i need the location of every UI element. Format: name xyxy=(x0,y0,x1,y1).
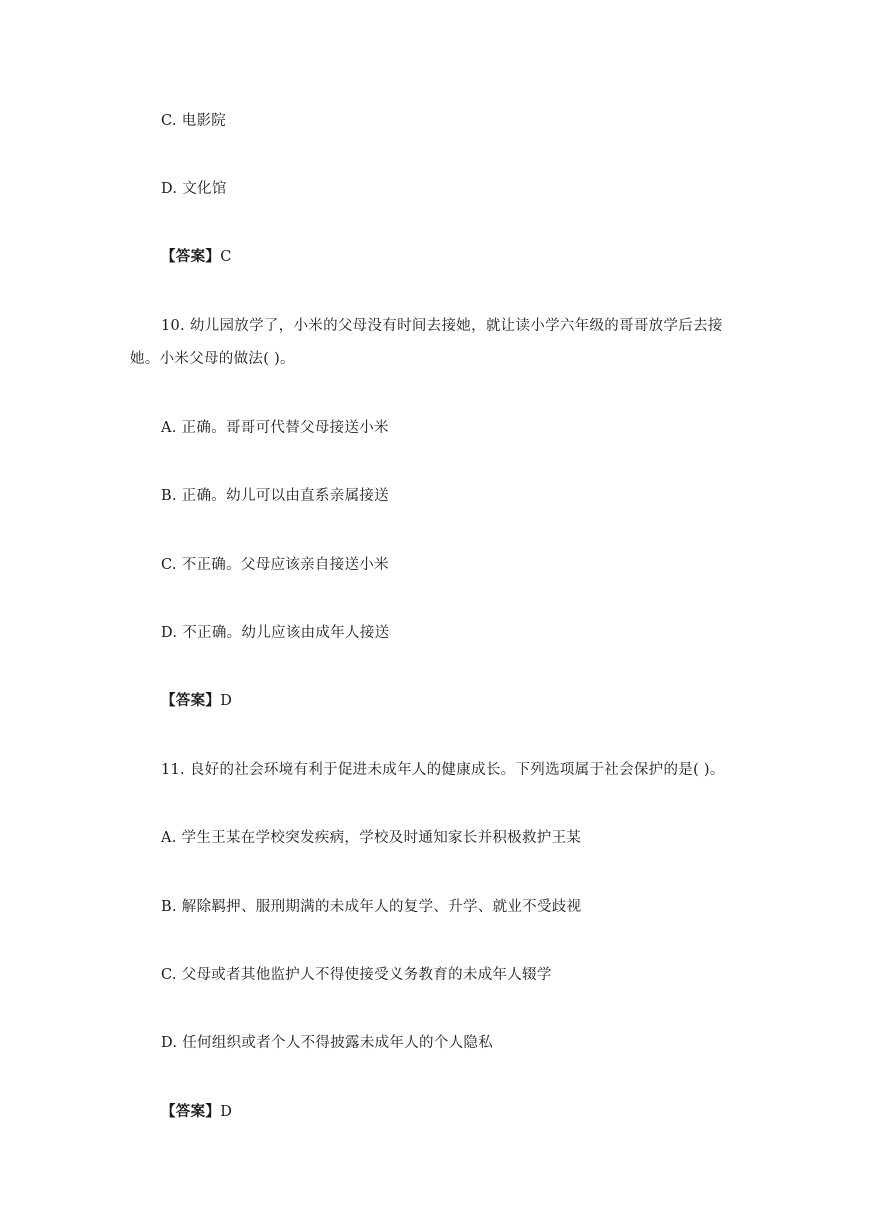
q10-stem-line2: 她。小米父母的做法( )。 xyxy=(130,351,295,367)
q9-option-d: D. 文化馆 xyxy=(161,181,227,197)
q11-option-b: B. 解除羁押、服刑期满的未成年人的复学、升学、就业不受歧视 xyxy=(161,899,582,915)
answer-value: D xyxy=(220,1104,233,1120)
q11-option-a: A. 学生王某在学校突发疾病，学校及时通知家长并积极救护王某 xyxy=(161,830,582,846)
q10-option-d: D. 不正确。幼儿应该由成年人接送 xyxy=(161,625,390,641)
q11-stem: 11. 良好的社会环境有利于促进未成年人的健康成长。下列选项属于社会保护的是( )。 xyxy=(161,762,725,778)
q10-option-a: A. 正确。哥哥可代替父母接送小米 xyxy=(161,420,389,436)
answer-label: 【答案】 xyxy=(161,1103,221,1120)
q10-option-b: B. 正确。幼儿可以由直系亲属接送 xyxy=(161,488,389,504)
answer-value: D xyxy=(220,693,233,709)
q9-option-c: C. 电影院 xyxy=(161,113,227,129)
answer-label: 【答案】 xyxy=(161,248,221,265)
q11-option-d: D. 任何组织或者个人不得披露未成年人的个人隐私 xyxy=(161,1035,494,1051)
q10-option-c: C. 不正确。父母应该亲自接送小米 xyxy=(161,557,389,573)
q11-answer xyxy=(161,1102,232,1122)
answer-value: C xyxy=(220,249,232,265)
answer-label: 【答案】 xyxy=(161,692,221,709)
q9-answer xyxy=(161,247,232,267)
q10-answer xyxy=(161,691,232,711)
q10-stem-line1: 10. 幼儿园放学了，小米的父母没有时间去接她，就让读小学六年级的哥哥放学后去接 xyxy=(161,318,723,334)
q11-option-c: C. 父母或者其他监护人不得使接受义务教育的未成年人辍学 xyxy=(161,967,552,983)
